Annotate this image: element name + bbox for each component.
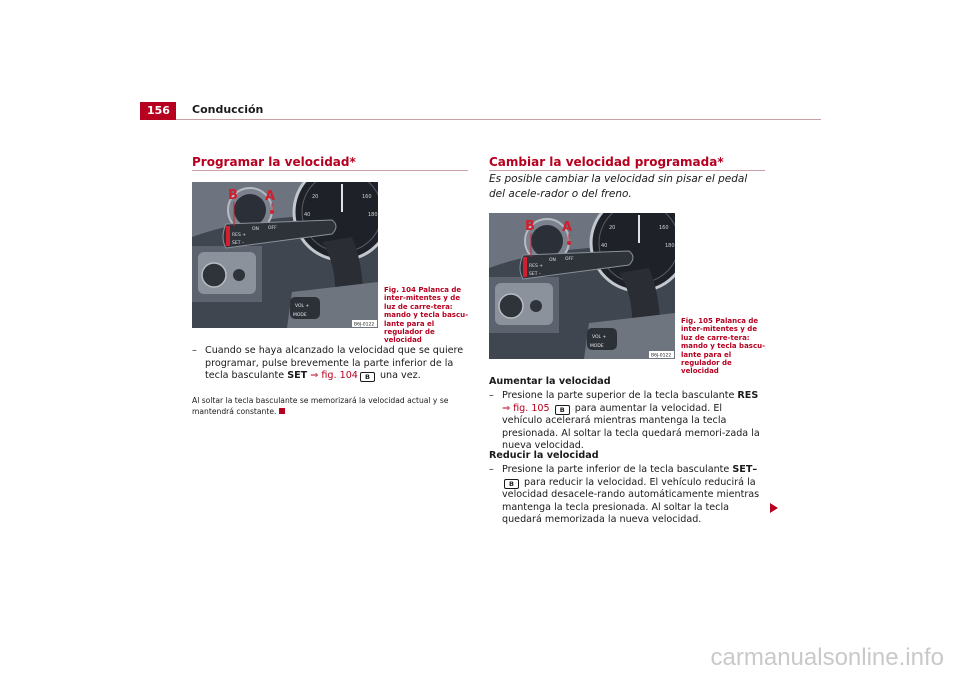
figure-105-label-b: B [525,219,535,234]
decrease-step-dash: – [489,464,494,475]
decrease-step-text-2: para reducir la velocidad. El vehículo reducirá la velocidad desacele-rando automáticamente mientras mantenga la tecla presionada. Al soltar la tecla quedará memorizada la nueva velocidad. [502,476,760,525]
svg-text:180: 180 [665,243,675,249]
section-end-mark [279,408,285,414]
figure-105-label-a: A [562,220,573,235]
svg-text:40: 40 [304,212,311,218]
figure-105-set-text: SET – [529,272,542,277]
page-number: 156 [140,102,176,120]
right-section-heading: Cambiar la velocidad programada* [489,155,724,169]
figure-105-code: B6J-0122 [651,353,672,359]
increase-step-dash: – [489,390,494,401]
left-note [192,396,468,417]
figure-105-vol-text: VOL + [592,335,607,340]
figure-105-res-text: RES + [529,264,544,269]
figure-104-on-text: ON [252,227,259,232]
decrease-step [489,464,765,527]
figure-105-mode-text: MODE [590,344,604,349]
running-header: Conducción [192,103,264,116]
left-step [192,345,468,383]
figure-105-caption: Fig. 105 Palanca de inter-mitentes y de luz de carre-tera: mando y tecla bascu-lante para el regulador de velocidad [681,317,765,376]
right-heading-rule [489,170,765,171]
increase-step-text-1: Presione la parte superior de la tecla basculante [502,390,738,401]
svg-text:180: 180 [368,212,378,218]
left-note-text: Al soltar la tecla basculante se memorizará la velocidad actual y se mantendrá constante. [192,396,449,416]
increase-heading: Aumentar la velocidad [489,376,611,387]
figure-105-illustration [489,213,675,359]
figure-104-label-b: B [228,188,238,203]
left-step-key-set: SET [287,370,308,381]
figure-104-label-a: A [265,189,276,204]
figure-104-caption: Fig. 104 Palanca de inter-mitentes y de luz de carre-tera: mando y tecla bascu-lante para el regulador de velocidad [384,286,468,345]
left-section-heading: Programar la velocidad* [192,155,356,169]
header-rule [176,119,821,120]
right-intro: Es posible cambiar la velocidad sin pisar el pedal del acele-rador o del freno. [489,173,748,200]
figure-104-mode-text: MODE [293,313,307,318]
figure-105-rocker-switch [523,257,527,277]
figure-104-rocker-switch [226,226,230,246]
increase-step-figure-ref[interactable]: ⇒ fig. 105 [502,402,550,414]
figure-105 [489,213,675,359]
svg-text:20: 20 [312,194,319,200]
increase-step-text-2: para aumentar la velocidad. El vehículo acelerará mientras mantenga la tecla presionada. Al soltar la tecla quedará memori-zada la nueva velocidad. [502,402,760,451]
figure-105-on-text: ON [549,258,556,263]
left-heading-rule [192,170,468,171]
increase-step-key-res: RES [737,390,759,401]
figure-104-off-text: OFF [268,226,277,231]
figure-104-illustration [192,182,378,328]
left-step-figure-ref[interactable]: ⇒ fig. 104 [310,370,358,381]
svg-text:20: 20 [609,225,616,231]
figure-104 [192,182,378,328]
svg-text:40: 40 [601,243,608,249]
watermark: carmanualsonline.info [710,644,944,671]
continue-arrow-icon [770,503,778,513]
increase-step [489,390,765,453]
decrease-step-key-set: SET– [732,464,758,475]
figure-104-set-text: SET – [232,241,245,246]
figure-104-res-text: RES + [232,233,247,238]
left-step-text-2: una vez. [376,370,421,381]
decrease-step-text-1: Presione la parte inferior de la tecla basculante [502,464,733,475]
figure-104-vol-text: VOL + [295,304,310,309]
svg-text:160: 160 [659,225,669,231]
decrease-step-badge-b: B [504,479,519,489]
left-step-badge-b: B [360,372,375,382]
figure-105-off-text: OFF [565,257,574,262]
left-step-text-1: Cuando se haya alcanzado la velocidad que se quiere programar, pulse brevemente la parte inferior de la tecla basculante [205,345,464,381]
figure-104-code: B6J-0122 [354,322,375,328]
svg-text:160: 160 [362,194,372,200]
increase-step-badge-b: B [555,405,570,415]
left-step-dash: – [192,345,197,356]
decrease-heading: Reducir la velocidad [489,450,599,461]
